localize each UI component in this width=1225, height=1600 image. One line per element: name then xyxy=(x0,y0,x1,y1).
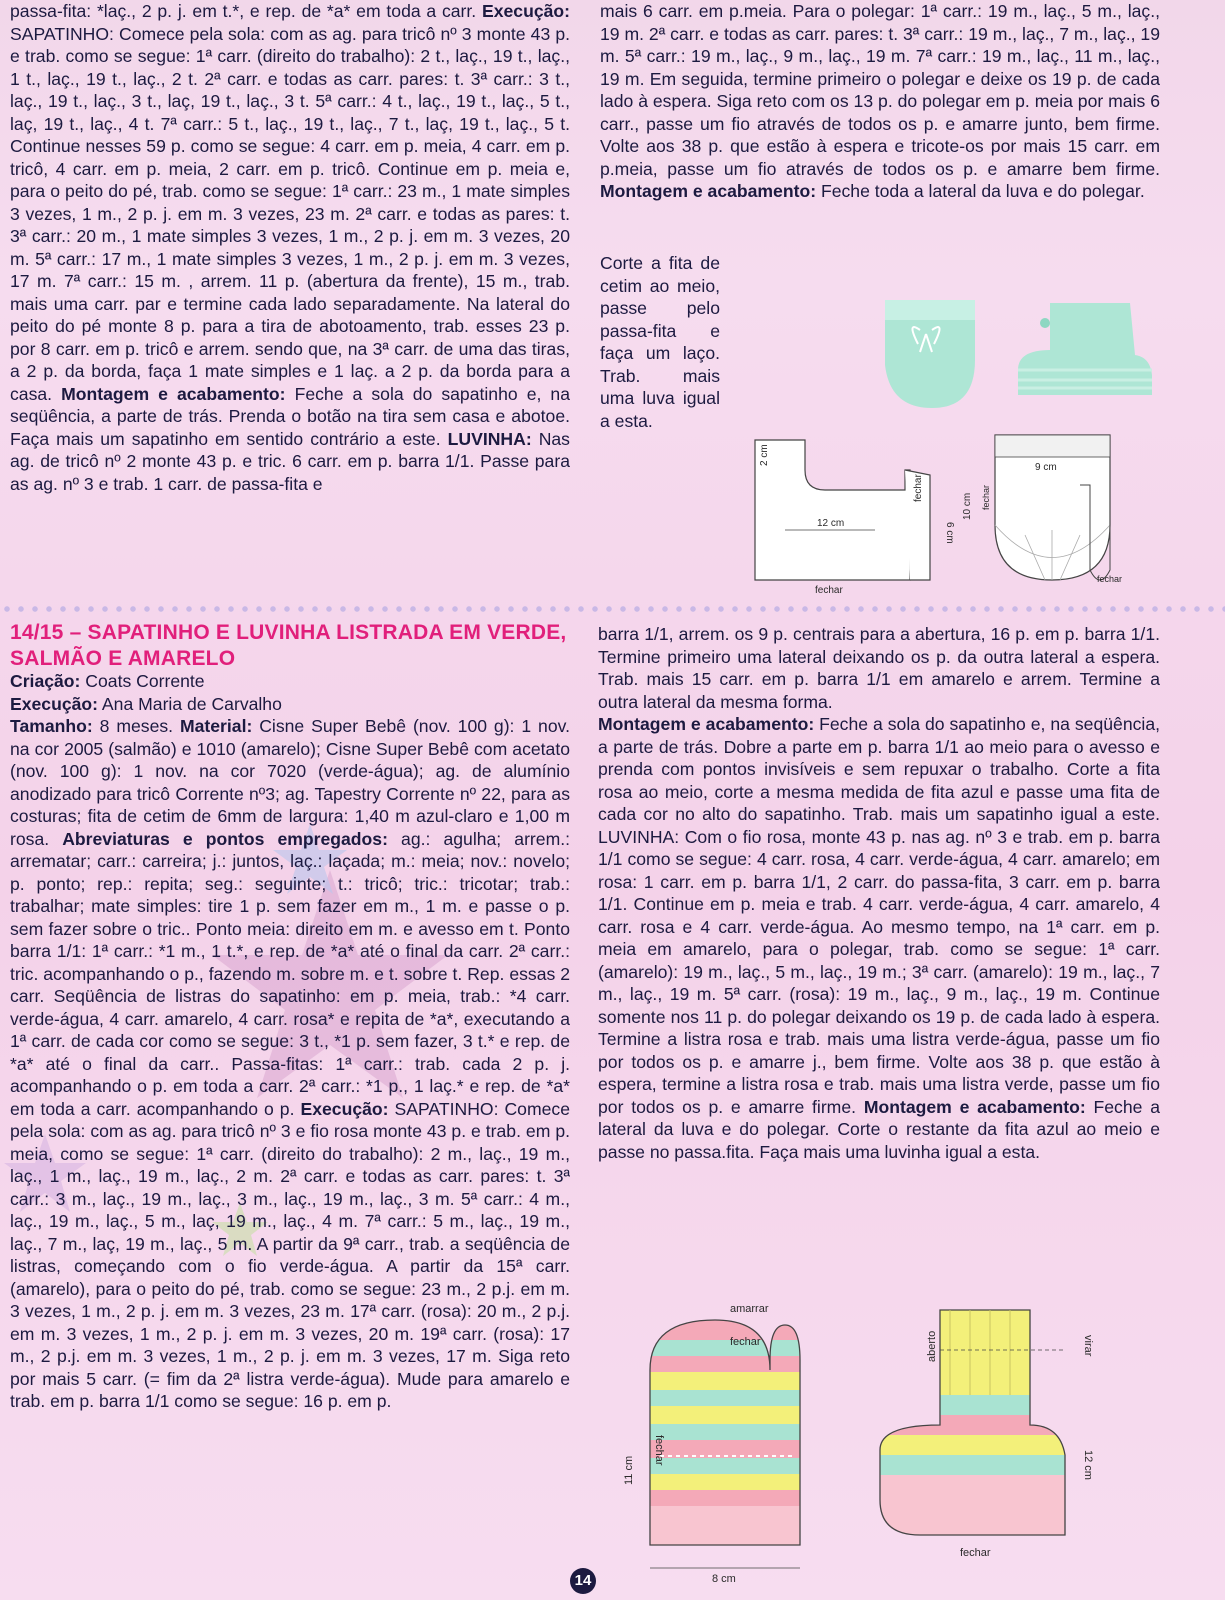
bottom-right-column xyxy=(598,623,1160,1283)
bootie-12cm-label: 12 cm xyxy=(1082,1450,1094,1480)
tamanho-label: Tamanho: xyxy=(10,716,93,736)
montagem-text-br: Feche a sola do sapatinho e, na seqüência, a parte de trás. Dobre a parte em p. barra 1/1 ao meio para o avesso e prenda com pontos invisíveis e sem repuxar o trabalho. Corte a fita rosa ao meio, corte a mesma medida de fita azul e passe uma fita de cada cor no alto do sapatinho. Trab. mais um sapatinho igual a este. LUVINHA: Com o fio rosa, monte 43 p. nas ag. nº 3 e trab. em p. barra 1/1 como se segue: 4 carr. rosa, 4 carr. verde-água, 4 carr. amarelo; em rosa: 1 carr. em p. barra 1/1, 2 carr. do passa-fita, 3 carr. em p. barra 1/1. Continue em p. meia e trab. 4 carr. verde-água, 4 carr. amarelo, 4 carr. rosa e 4 carr. verde-água. Ao mesmo tempo, na 1ª carr. em p. meia em amarelo, para o polegar, trab. como se segue: 1ª carr. (amarelo): 19 m., laç., 5 m., laç., 19 m.; 3ª carr. (amarelo): 19 m., laç., 7 m., laç., 19 m. 5ª carr. (rosa): 19 m., laç., 9 m., laç., 19 m. Continue somente nos 11 p. do polegar deixando os 19 p. de cada lado à espera. Termine a listra rosa e trab. mais uma listra verde-água, passe um fio por todos os p. e amarre j., bem firme. Volte aos 38 p. que estão à espera, termine a listra rosa e trab. mais uma listra verde, passe um fio por todos os p. e amarre firme. xyxy=(598,714,1160,1117)
mitten-11cm-label: 11 cm xyxy=(623,1455,635,1485)
polegar-text: mais 6 carr. em p.meia. Para o polegar: 1ª carr.: 19 m., laç., 5 m., laç., 19 m. 2ª carr. e todas as carr. pares: t. 3ª carr.: 19 m., laç., 7 m., laç., 19 m. 5ª carr.: 19 m., laç., 9 m., laç., 19 m. 7ª carr.: 19 m., laç., 11 m., laç., 19 m. Em seguida, termine primeiro o polegar e deixe os 19 p. de cada lado à espera. Siga reto com os 13 p. do polegar em p. meia por mais 6 carr., passe um fio através de todos os p. e amarre junto, bem firme. Volte aos 38 p. que estão à espera e tricote-os por mais 15 carr. em p.meia, passe um fio através de todos os p. e amarre bem firme. xyxy=(600,1,1160,179)
montagem-text: Feche a sola do sapatinho e, na seqüência, a parte de trás. Prenda o botão na tira sem casa e abotoe. Faça mais um sapatinho em sentido contrário a este. xyxy=(10,383,570,449)
virar-label: virar xyxy=(1082,1335,1094,1357)
execucao-sapatinho-value: SAPATINHO: Comece pela sola: com as ag. para tricô nº 3 e fio rosa monte 43 p. e trab. em p. meia, como se segue: 1ª carr. (direito do trabalho): 2 m., laç., 19 m., laç., 1 m., laç., 19 m., laç., 2 m. 2ª carr. e todas as carr. pares: t. 3ª carr.: 3 m., laç., 19 m., laç., 3 m., laç., 19 m., laç., 3 m. 5ª carr.: 4 m., laç., 19 m., laç., 5 m., laç, 19 m., laç., 4 m. 7ª carr.: 5 m., laç., 19 m., laç., 7 m., laç, 19 m., laç., 5 m. A partir da 9ª carr., trab. a seqüência de listras, começando com o fio verde-água. A partir da 15ª carr. (amarelo), para o peito do pé, trab. como se segue: 23 m., 2 p.j. em m. 3 vezes, 1 m., 2 p. j. em m. 3 vezes, 23 m. 17ª carr. (rosa): 20 m., 2 p.j. em m. 3 vezes, 1 m., 2 p. j. em m. 3 vezes, 20 m. 19ª carr. (rosa): 17 m., 2 p.j. em m. 3 vezes, 1 m., 2 p. j. em m. 3 vezes, 17 m. Siga reto por mais 5 carr. (= fim da 2ª listra verde-água). Mude para amarelo e trab. em p. barra 1/1 como se segue: 16 p. em p. xyxy=(10,1098,570,1411)
bootie-fechar-side-label: fechar xyxy=(913,474,924,502)
text-passa-fita: passa-fita: *laç., 2 p. j. em t.*, e rep. de *a* em toda a carr. xyxy=(10,1,477,21)
mitten-9cm-label: 9 cm xyxy=(1035,462,1057,473)
mitten-stripes xyxy=(640,1310,810,1546)
bootie-6cm-label: 6 cm xyxy=(944,522,955,544)
montagem-text-br2: Feche a lateral da luva e do polegar. Corte o restante da fita azul ao meio e passe no passa.fita. Faça mais uma luvinha igual a esta. xyxy=(598,1096,1160,1162)
page-number: 14 xyxy=(570,1568,596,1594)
tamanho-value: 8 meses. xyxy=(92,716,174,736)
bootie-photo xyxy=(1010,295,1160,405)
amarrar-label: amarrar xyxy=(730,1303,769,1315)
mitten-fechar-bottom-label: fechar xyxy=(1097,574,1123,584)
montagem-label-right: Montagem e acabamento: xyxy=(600,181,817,201)
luvinha-text: Nas ag. de tricô nº 2 monte 43 p. e tric. 6 carr. em p. barra 1/1. Passe para as ag. nº 3 e trab. 1 carr. de passa-fita e xyxy=(10,428,570,494)
top-right-narrow-text xyxy=(600,252,720,477)
luvinha-label: LUVINHA: xyxy=(447,428,532,449)
fechar-side-label: fechar xyxy=(653,1435,665,1466)
bootie-fechar-label: fechar xyxy=(960,1547,991,1559)
execucao-credit-label: Execução: xyxy=(10,693,99,714)
criacao-label: Criação: xyxy=(10,671,81,691)
top-left-column xyxy=(10,0,570,598)
barra-text: barra 1/1, arrem. os 9 p. centrais para a abertura, 16 p. em p. barra 1/1. Termine primeiro uma lateral deixando os p. da outra lateral a espera. Trab. mais 15 carr. em p. barra 1/1 em amarelo e arrem. Termine a outra lateral da mesma forma. xyxy=(598,624,1160,712)
criacao-value: Coats Corrente xyxy=(80,671,205,691)
aberto-label: aberto xyxy=(926,1330,938,1362)
bottom-left-column xyxy=(10,670,570,1550)
montagem-label-br2: Montagem e acabamento: xyxy=(863,1096,1086,1117)
material-label: Material: xyxy=(179,716,253,736)
montagem-label: Montagem e acabamento: xyxy=(61,383,286,404)
material-value: Cisne Super Bebê (nov. 100 g): 1 nov. na cor 2005 (salmão) e 1010 (amarelo); Cisne Super Bebê com acetato (nov. 100 g): 1 nov. na cor 7020 (verde-água); ag. de alumínio anodizado para tricô Corrente nº3; ag. Tapestry Corrente nº 22, para as costuras; fita de cetim de 6mm de largura: 1,40 m azul-claro e 1,00 m rosa. xyxy=(10,716,570,849)
bootie-12cm-label: 12 cm xyxy=(817,518,845,529)
corte-fita-text: Corte a fita de cetim ao meio, passe pelo passa-fita e faça um laço. Trab. mais uma luva igual a esta. xyxy=(600,253,720,431)
section-title: 14/15 – SAPATINHO E LUVINHA LISTRADA EM VERDE, SALMÃO E AMARELO xyxy=(10,621,567,670)
montagem-label-br: Montagem e acabamento: xyxy=(598,714,815,734)
abreviaturas-label: Abreviaturas e pontos empregados: xyxy=(62,828,388,849)
montagem-text-right: Feche toda a lateral da luva e do polegar. xyxy=(816,181,1145,201)
mitten-fechar-side-label: fechar xyxy=(981,484,991,510)
fechar-top-label: fechar xyxy=(730,1336,761,1348)
mitten-10cm-label: 10 cm xyxy=(962,492,973,520)
top-right-column xyxy=(600,0,1160,252)
section-divider xyxy=(0,605,1225,613)
pattern-diagram-top xyxy=(745,430,1165,600)
execucao-label: Execução: xyxy=(481,1,570,21)
bootie-2cm-label: 2 cm xyxy=(759,444,770,466)
pattern-diagram-bottom xyxy=(620,1300,1120,1590)
mitten-photo xyxy=(870,290,990,415)
abreviaturas-value: ag.: agulha; arrem.: arrematar; carr.: carreira; j.: juntos, laç.: laçada; m.: meia; nov.: novelo; p. ponto; rep.: repita; seg.: seguinte; t.: tricô; tric.: tricotar; trab.: trabalhar; mate simples: tire 1 p. sem fazer em m., 1 m. e passe o p. sem fazer sobre o tric.. Ponto meia: direito em m. e avesso em t. Ponto barra 1/1: 1ª carr.: *1 m., 1 t.*, e rep. de *a* até o final da carr. 2ª carr.: tric. acompanhando o p., fazendo m. sobre m. e t. sobre t. Rep. essas 2 carr. Seqüência de listras do sapatinho: em p. meia, trab.: *4 carr. verde-água, 4 carr. amarelo, 4 carr. rosa* e repita de *a*, executando a 1ª carr. de cada cor como se segue: 3 t., *1 p. sem fazer, 3 t.* e rep. de *a* até o final da carr.. Passa-fitas: 1ª carr.: trab. cada 2 p. j. acompanhando o p. em toda a carr. 2ª carr.: *1 p., 1 laç.* e rep. de *a* em toda a carr. acompanhando o p. xyxy=(10,828,570,1119)
bootie-fechar-bottom-label: fechar xyxy=(815,585,843,596)
execucao-credit-value: Ana Maria de Carvalho xyxy=(98,693,282,714)
mitten-8cm-label: 8 cm xyxy=(712,1573,736,1585)
sapatinho-instructions: SAPATINHO: Comece pela sola: com as ag. para tricô nº 3 monte 43 p. e trab. como se segue: 1ª carr. (direito do trabalho): 2 t., laç., 19 t., laç., 1 t., laç., 19 t., laç., 2 t. 2ª carr. e todas as carr. pares: t. 3ª carr.: 3 t., laç., 19 t., laç., 3 t., laç, 19 t., laç., 3 t. 5ª carr.: 4 t., laç., 19 t., laç., 5 t., laç, 19 t., laç., 4 t. 7ª carr.: 5 t., laç., 19 t., laç., 7 t., laç, 19 t., laç., 5 t. Continue nesses 59 p. como se segue: 4 carr. em p. meia, 4 carr. em p. tricô, 4 carr. em p. meia, 2 carr. em p. tricô. Continue em p. meia e, para o peito do pé, trab. como se segue: 1ª carr.: 23 m., 1 mate simples 3 vezes, 1 m., 2 p. j. em m. 3 vezes, 23 m. 2ª carr. e todas as pares: t. 3ª carr.: 20 m., 1 mate simples 3 vezes, 1 m., 2 p. j. em m. 3 vezes, 20 m. 5ª carr.: 17 m., 1 mate simples 3 vezes, 1 m., 2 p. j. em m. 3 vezes, 17 m. 7ª carr.: 15 m. , arrem. 11 p. (abertura da frente), 15 m., trab. mais uma carr. par e termine cada lado separadamente. Na lateral do peito do pé monte 8 p. para a tira de abotoamento, trab. esses 23 p. por 8 carr. em p. tricô e arrem. sendo que, na 3ª carr. de uma das tiras, a 2 p. da borda, faça 1 mate simples e 1 laç. a 2 p. da borda para a casa. xyxy=(10,23,570,404)
execucao-sapatinho-label: Execução: xyxy=(300,1098,389,1119)
